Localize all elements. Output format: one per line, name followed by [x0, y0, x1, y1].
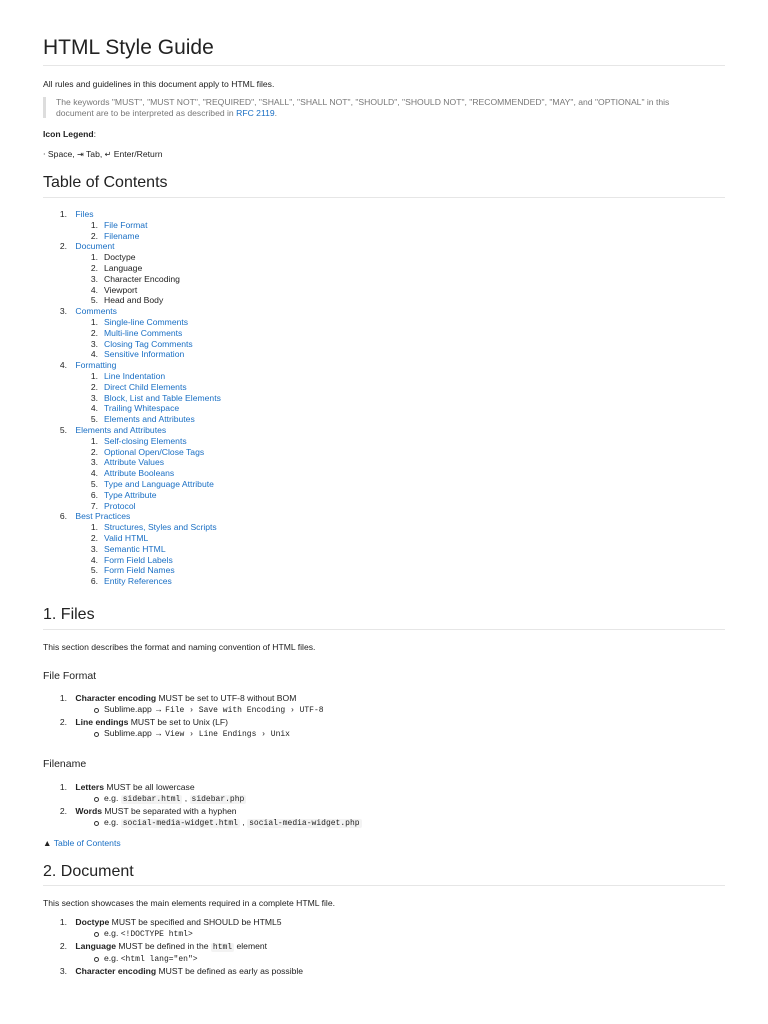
toc-heading: Table of Contents	[43, 174, 168, 191]
toc-link[interactable]: Sensitive Information	[104, 349, 185, 360]
enter-label: Enter/Return	[111, 149, 163, 159]
toc-section	[73, 511, 221, 587]
back-to-toc-link[interactable]: Table of Contents	[53, 838, 121, 848]
rfc-link[interactable]: RFC 2119	[236, 107, 275, 118]
toc-link[interactable]: Structures, Styles and Scripts	[104, 522, 217, 533]
toc-link-elements-attributes[interactable]: Elements and Attributes	[75, 424, 167, 435]
toc-link[interactable]: Direct Child Elements	[104, 381, 187, 392]
toc-link[interactable]: Entity References	[104, 576, 172, 587]
document-heading: 2. Document	[43, 863, 134, 880]
toc-item: Head and Body	[104, 295, 164, 306]
quote-end: .	[274, 107, 278, 118]
toc-item: Character Encoding	[104, 273, 180, 284]
table-of-contents	[43, 209, 221, 587]
rule-item: Line endings MUST be set to Unix (LF) Sublime.app → View › Line Endings › Unix	[73, 717, 324, 741]
rule-example: e.g. social-media-widget.html , social-media-widget.php	[104, 817, 360, 829]
back-to-toc	[43, 838, 121, 849]
toc-section	[73, 241, 221, 306]
document-divider	[43, 885, 725, 886]
toc-link[interactable]: Single-line Comments	[104, 316, 189, 327]
toc-link[interactable]: Protocol	[104, 500, 136, 511]
toc-link[interactable]: Line Indentation	[104, 370, 166, 381]
rule-item: Doctype MUST be specified and SHOULD be HTML5 e.g. <!DOCTYPE html>	[73, 917, 303, 941]
files-divider	[43, 629, 725, 630]
icon-legend-title: Icon Legend:	[43, 129, 97, 139]
rule-item: Letters MUST be all lowercase e.g. sidebar.html , sidebar.php	[73, 782, 362, 806]
files-heading: 1. Files	[43, 606, 95, 623]
intro-text: All rules and guidelines in this document apply to HTML files.	[43, 79, 275, 89]
toc-link[interactable]: Attribute Values	[104, 457, 165, 468]
title-divider	[43, 65, 725, 66]
toc-link[interactable]: Filename	[104, 230, 140, 241]
icon-legend	[43, 149, 162, 160]
toc-link[interactable]: Type Attribute	[104, 489, 157, 500]
toc-item: Language	[104, 262, 143, 273]
toc-link[interactable]: Optional Open/Close Tags	[104, 446, 205, 457]
tab-label: Tab,	[83, 149, 105, 159]
toc-link[interactable]: Block, List and Table Elements	[104, 392, 221, 403]
toc-link[interactable]: Closing Tag Comments	[104, 338, 193, 349]
file-format-heading: File Format	[43, 670, 97, 682]
toc-link[interactable]: Semantic HTML	[104, 543, 166, 554]
rule-item: Character encoding MUST be set to UTF-8 without BOM Sublime.app → File › Save with Encoding › UTF-8	[75, 693, 324, 716]
tab-icon: ⇥	[77, 150, 84, 159]
rule-example: e.g. <!DOCTYPE html>	[104, 928, 303, 940]
rfc-blockquote	[43, 97, 696, 118]
rule-item: Words MUST be separated with a hyphen e.g. social-media-widget.html , social-media-widget.php	[75, 805, 360, 829]
toc-link[interactable]: Multi-line Comments	[104, 327, 183, 338]
toc-section	[73, 425, 221, 511]
toc-link-comments[interactable]: Comments	[75, 306, 117, 317]
toc-item: Doctype	[104, 252, 136, 263]
toc-link[interactable]: File Format	[104, 219, 148, 230]
toc-link[interactable]: Trailing Whitespace	[104, 403, 180, 414]
toc-link-files[interactable]: Files	[75, 209, 94, 219]
filename-rules	[43, 782, 362, 830]
rule-example: Sublime.app → View › Line Endings › Unix	[104, 728, 324, 740]
up-arrow-icon: ▲	[43, 838, 52, 848]
toc-section	[73, 209, 221, 241]
files-description: This section describes the format and naming convention of HTML files.	[43, 642, 316, 652]
toc-link-best-practices[interactable]: Best Practices	[75, 511, 131, 522]
document-description: This section showcases the main elements required in a complete HTML file.	[43, 898, 335, 908]
rule-example: e.g. <html lang="en">	[104, 953, 303, 965]
toc-section	[73, 306, 221, 360]
toc-link-formatting[interactable]: Formatting	[75, 360, 117, 371]
rule-example: Sublime.app → File › Save with Encoding › UTF-8	[104, 704, 324, 716]
toc-link[interactable]: Valid HTML	[104, 532, 149, 543]
toc-link[interactable]: Attribute Booleans	[104, 468, 175, 479]
filename-heading: Filename	[43, 758, 87, 770]
toc-link[interactable]: Form Field Names	[104, 565, 175, 576]
quote-text: The keywords "MUST", "MUST NOT", "REQUIRED", "SHALL", "SHALL NOT", "SHOULD", "SHOULD NOT", "RECOMMENDED", "MAY", and "OPTIONAL" in this document are to be interpreted as described in	[56, 97, 670, 118]
toc-link[interactable]: Self-closing Elements	[104, 435, 187, 446]
toc-link[interactable]: Elements and Attributes	[104, 414, 195, 425]
rule-item: Language MUST be defined in the html element e.g. <html lang="en">	[73, 941, 303, 966]
enter-icon: ↵	[104, 150, 112, 159]
space-label: Space,	[45, 149, 78, 159]
toc-item: Viewport	[104, 284, 138, 295]
page-title: HTML Style Guide	[43, 36, 214, 59]
toc-link[interactable]: Type and Language Attribute	[104, 478, 214, 489]
space-icon: ·	[43, 150, 46, 159]
toc-section	[73, 360, 221, 425]
file-format-rules	[43, 693, 324, 741]
toc-link[interactable]: Form Field Labels	[104, 554, 173, 565]
toc-link-document[interactable]: Document	[75, 241, 115, 252]
document-rules	[43, 917, 303, 977]
rule-item: Character encoding MUST be defined as early as possible	[75, 965, 304, 976]
toc-divider	[43, 197, 725, 198]
rule-example: e.g. sidebar.html , sidebar.php	[104, 793, 362, 805]
